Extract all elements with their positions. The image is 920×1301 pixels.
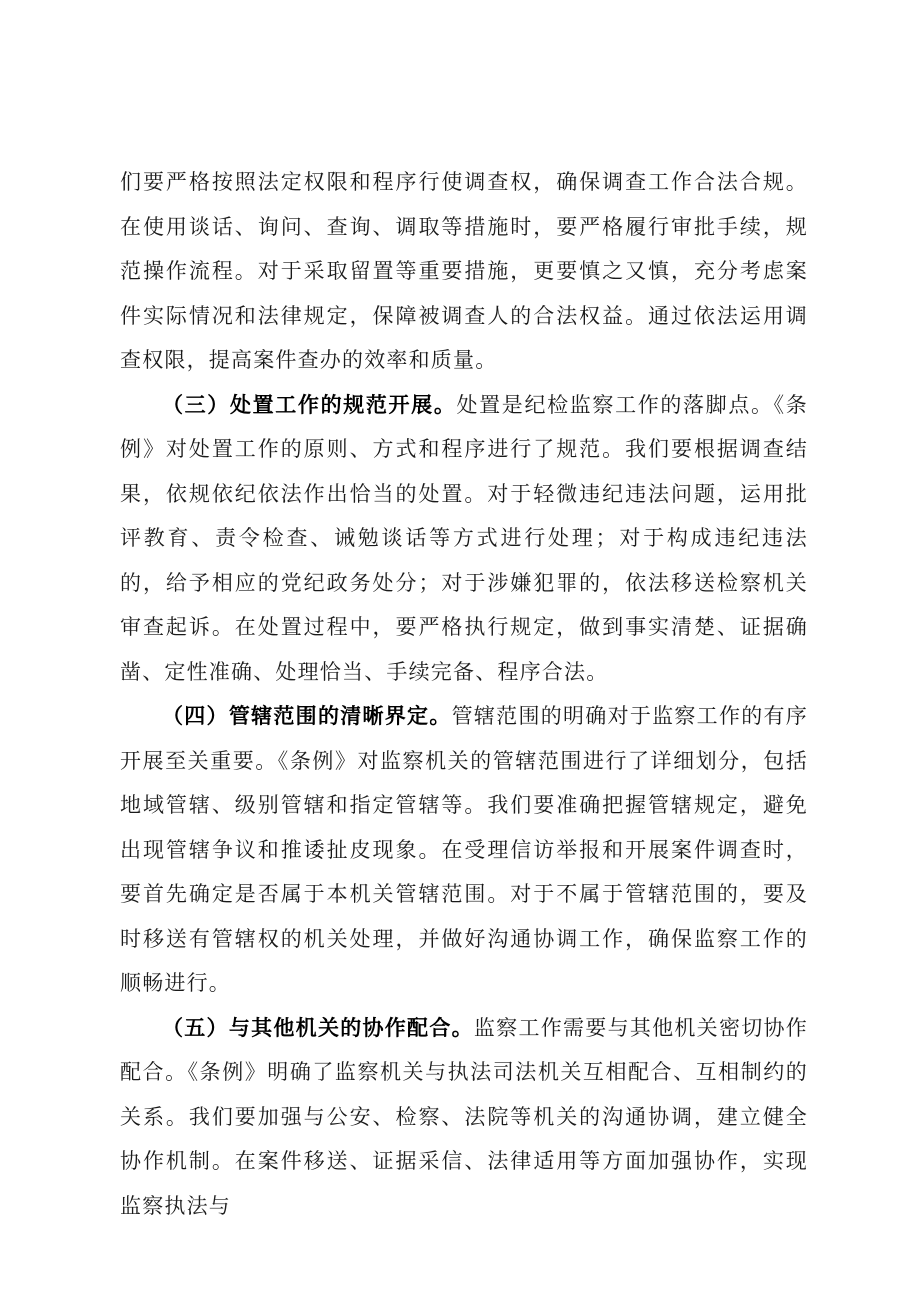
section-heading-disposal: （三）处置工作的规范开展。	[162, 392, 457, 417]
paragraph-jurisdiction	[120, 694, 808, 1006]
section-heading-jurisdiction: （四）管辖范围的清晰界定。	[162, 704, 452, 728]
paragraph-text: 管辖范围的明确对于监察工作的有序开展至关重要。《条例》对监察机关的管辖范围进行了详细划分，包括地域管辖、级别管辖和指定管辖等。我们要准确把握管辖规定，避免出现管辖争议和推诿扯皮现象。在受理信访举报和开展案件调查时，要首先确定是否属于本机关管辖范围。对于不属于管辖范围的，要及时移送有管辖权的机关处理，并做好沟通协调工作，确保监察工作的顺畅进行。	[120, 704, 808, 995]
paragraph-text: 处置是纪检监察工作的落脚点。《条例》对处置工作的原则、方式和程序进行了规范。我们要根据调查结果，依规依纪依法作出恰当的处置。对于轻微违纪违法问题，运用批评教育、责令检查、诫勉谈话等方式进行处理；对于构成违纪违法的，给予相应的党纪政务处分；对于涉嫌犯罪的，依法移送检察机关审查起诉。在处置过程中，要严格执行规定，做到事实清楚、证据确凿、定性准确、处理恰当、手续完备、程序合法。	[120, 392, 808, 684]
paragraph-text: 们要严格按照法定权限和程序行使调查权，确保调查工作合法合规。在使用谈话、询问、查询、调取等措施时，要严格履行审批手续，规范操作流程。对于采取留置等重要措施，更要慎之又慎，充分考虑案件实际情况和法律规定，保障被调查人的合法权益。通过依法运用调查权限，提高案件查办的效率和质量。	[120, 170, 808, 372]
paragraph-text: 监察工作需要与其他机关密切协作配合。《条例》明确了监察机关与执法司法机关互相配合、互相制约的关系。我们要加强与公安、检察、法院等机关的沟通协调，建立健全协作机制。在案件移送、证据采信、法律适用等方面加强协作，实现监察执法与	[120, 1015, 808, 1218]
paragraph-investigation-continued	[120, 160, 808, 383]
paragraph-disposal	[120, 383, 808, 695]
document-body	[120, 160, 808, 1228]
section-heading-cooperation: （五）与其他机关的协作配合。	[162, 1015, 474, 1040]
paragraph-cooperation	[120, 1006, 808, 1229]
